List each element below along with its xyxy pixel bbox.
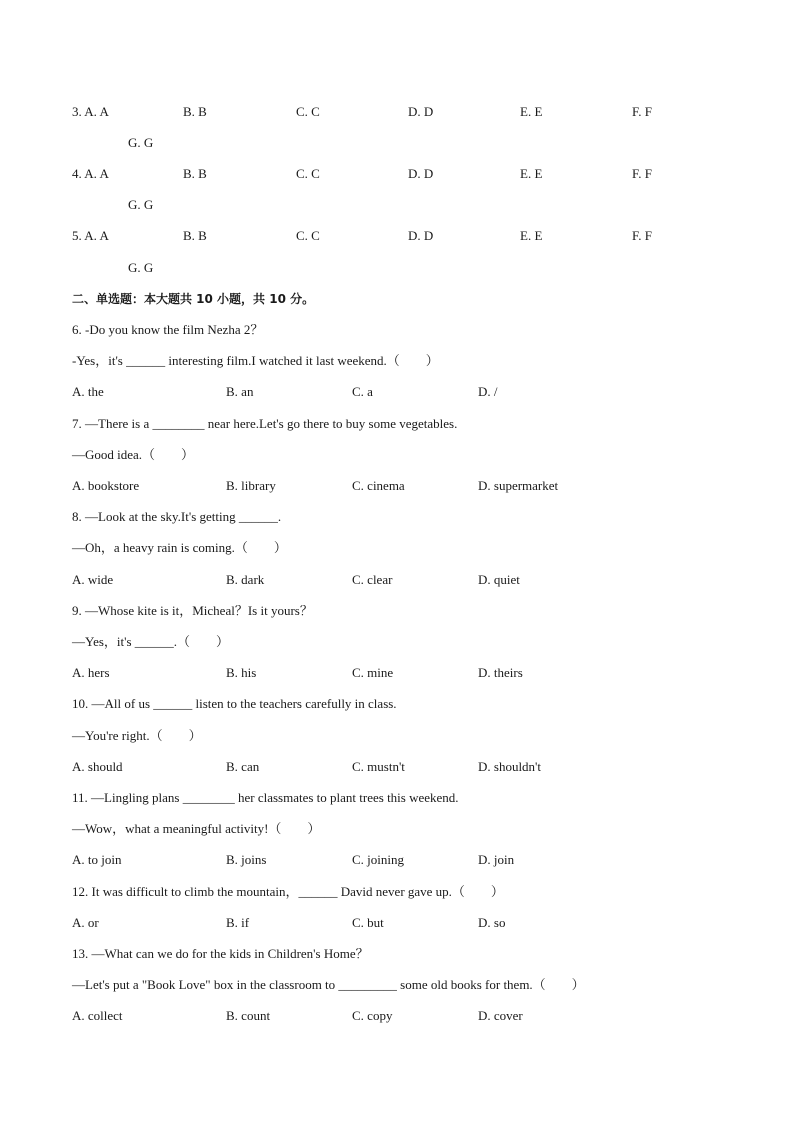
answer-option-a: A. should [72, 759, 123, 774]
answer-option-a: A. hers [72, 665, 110, 680]
match-option: D. D [408, 166, 434, 181]
match-option: E. E [520, 228, 543, 243]
answer-option-a: A. the [72, 384, 104, 399]
answer-option-c: C. mine [352, 665, 394, 680]
question-stem: 13. —What can we do for the kids in Children's Home？ [72, 946, 369, 961]
answer-option-d: D. supermarket [478, 478, 559, 493]
answer-option-d: D. theirs [478, 665, 523, 680]
match-option: D. D [408, 104, 434, 119]
match-option: 3. A. A [72, 104, 109, 119]
answer-option-c: C. joining [352, 852, 405, 867]
match-option: G. G [128, 135, 154, 150]
match-option: C. C [296, 228, 320, 243]
question-response: -Yes，it's ______ interesting film.I watched it last weekend.（ ） [72, 353, 439, 368]
answer-option-c: C. copy [352, 1008, 393, 1023]
question-response: —Good idea.（ ） [72, 447, 195, 462]
question-stem: 9. —Whose kite is it，Micheal？Is it yours？ [72, 603, 313, 618]
match-option: D. D [408, 228, 434, 243]
match-option: E. E [520, 104, 543, 119]
match-option: E. E [520, 166, 543, 181]
answer-option-b: B. an [226, 384, 254, 399]
question-response: —Oh，a heavy rain is coming.（ ） [72, 540, 287, 555]
answer-option-b: B. his [226, 665, 257, 680]
answer-option-d: D. shouldn't [478, 759, 542, 774]
question-stem: 8. —Look at the sky.It's getting ______. [72, 509, 282, 524]
answer-option-b: B. if [226, 915, 250, 930]
question-stem: 7. —There is a ________ near here.Let's go there to buy some vegetables. [72, 416, 458, 431]
answer-option-b: B. count [226, 1008, 271, 1023]
match-option: B. B [183, 228, 207, 243]
answer-option-b: B. library [226, 478, 276, 493]
answer-option-d: D. quiet [478, 572, 520, 587]
answer-option-d: D. cover [478, 1008, 523, 1023]
match-option: 4. A. A [72, 166, 109, 181]
answer-option-a: A. or [72, 915, 99, 930]
answer-option-c: C. cinema [352, 478, 405, 493]
match-option: F. F [632, 228, 652, 243]
answer-option-a: A. collect [72, 1008, 123, 1023]
answer-option-b: B. dark [226, 572, 265, 587]
answer-option-c: C. but [352, 915, 384, 930]
question-stem: 10. —All of us ______ listen to the teachers carefully in class. [72, 696, 397, 711]
section-heading: 二、单选题：本大题共 10 小题，共 10 分。 [72, 292, 315, 306]
answer-option-a: A. wide [72, 572, 114, 587]
question-response: —Yes，it's ______.（ ） [72, 634, 230, 649]
match-option: C. C [296, 104, 320, 119]
question-stem: 11. —Lingling plans ________ her classmates to plant trees this weekend. [72, 790, 459, 805]
answer-option-c: C. a [352, 384, 373, 399]
match-option: B. B [183, 166, 207, 181]
match-option: G. G [128, 260, 154, 275]
answer-option-d: D. / [478, 384, 498, 399]
match-option: C. C [296, 166, 320, 181]
question-stem: 6. -Do you know the film Nezha 2？ [72, 322, 264, 337]
match-option: 5. A. A [72, 228, 109, 243]
answer-option-a: A. bookstore [72, 478, 140, 493]
question-response: —You're right.（ ） [72, 728, 202, 743]
answer-option-d: D. so [478, 915, 506, 930]
question-response: —Let's put a "Book Love" box in the classroom to _________ some old books for them.（ ） [72, 977, 585, 992]
question-response: —Wow，what a meaningful activity!（ ） [72, 821, 321, 836]
question-stem: 12. It was difficult to climb the mountain，______ David never gave up.（ ） [72, 884, 504, 899]
answer-option-c: C. mustn't [352, 759, 405, 774]
answer-option-b: B. can [226, 759, 260, 774]
answer-option-d: D. join [478, 852, 515, 867]
answer-option-b: B. joins [226, 852, 267, 867]
answer-option-a: A. to join [72, 852, 122, 867]
match-option: G. G [128, 197, 154, 212]
match-option: F. F [632, 104, 652, 119]
answer-option-c: C. clear [352, 572, 393, 587]
match-option: F. F [632, 166, 652, 181]
match-option: B. B [183, 104, 207, 119]
